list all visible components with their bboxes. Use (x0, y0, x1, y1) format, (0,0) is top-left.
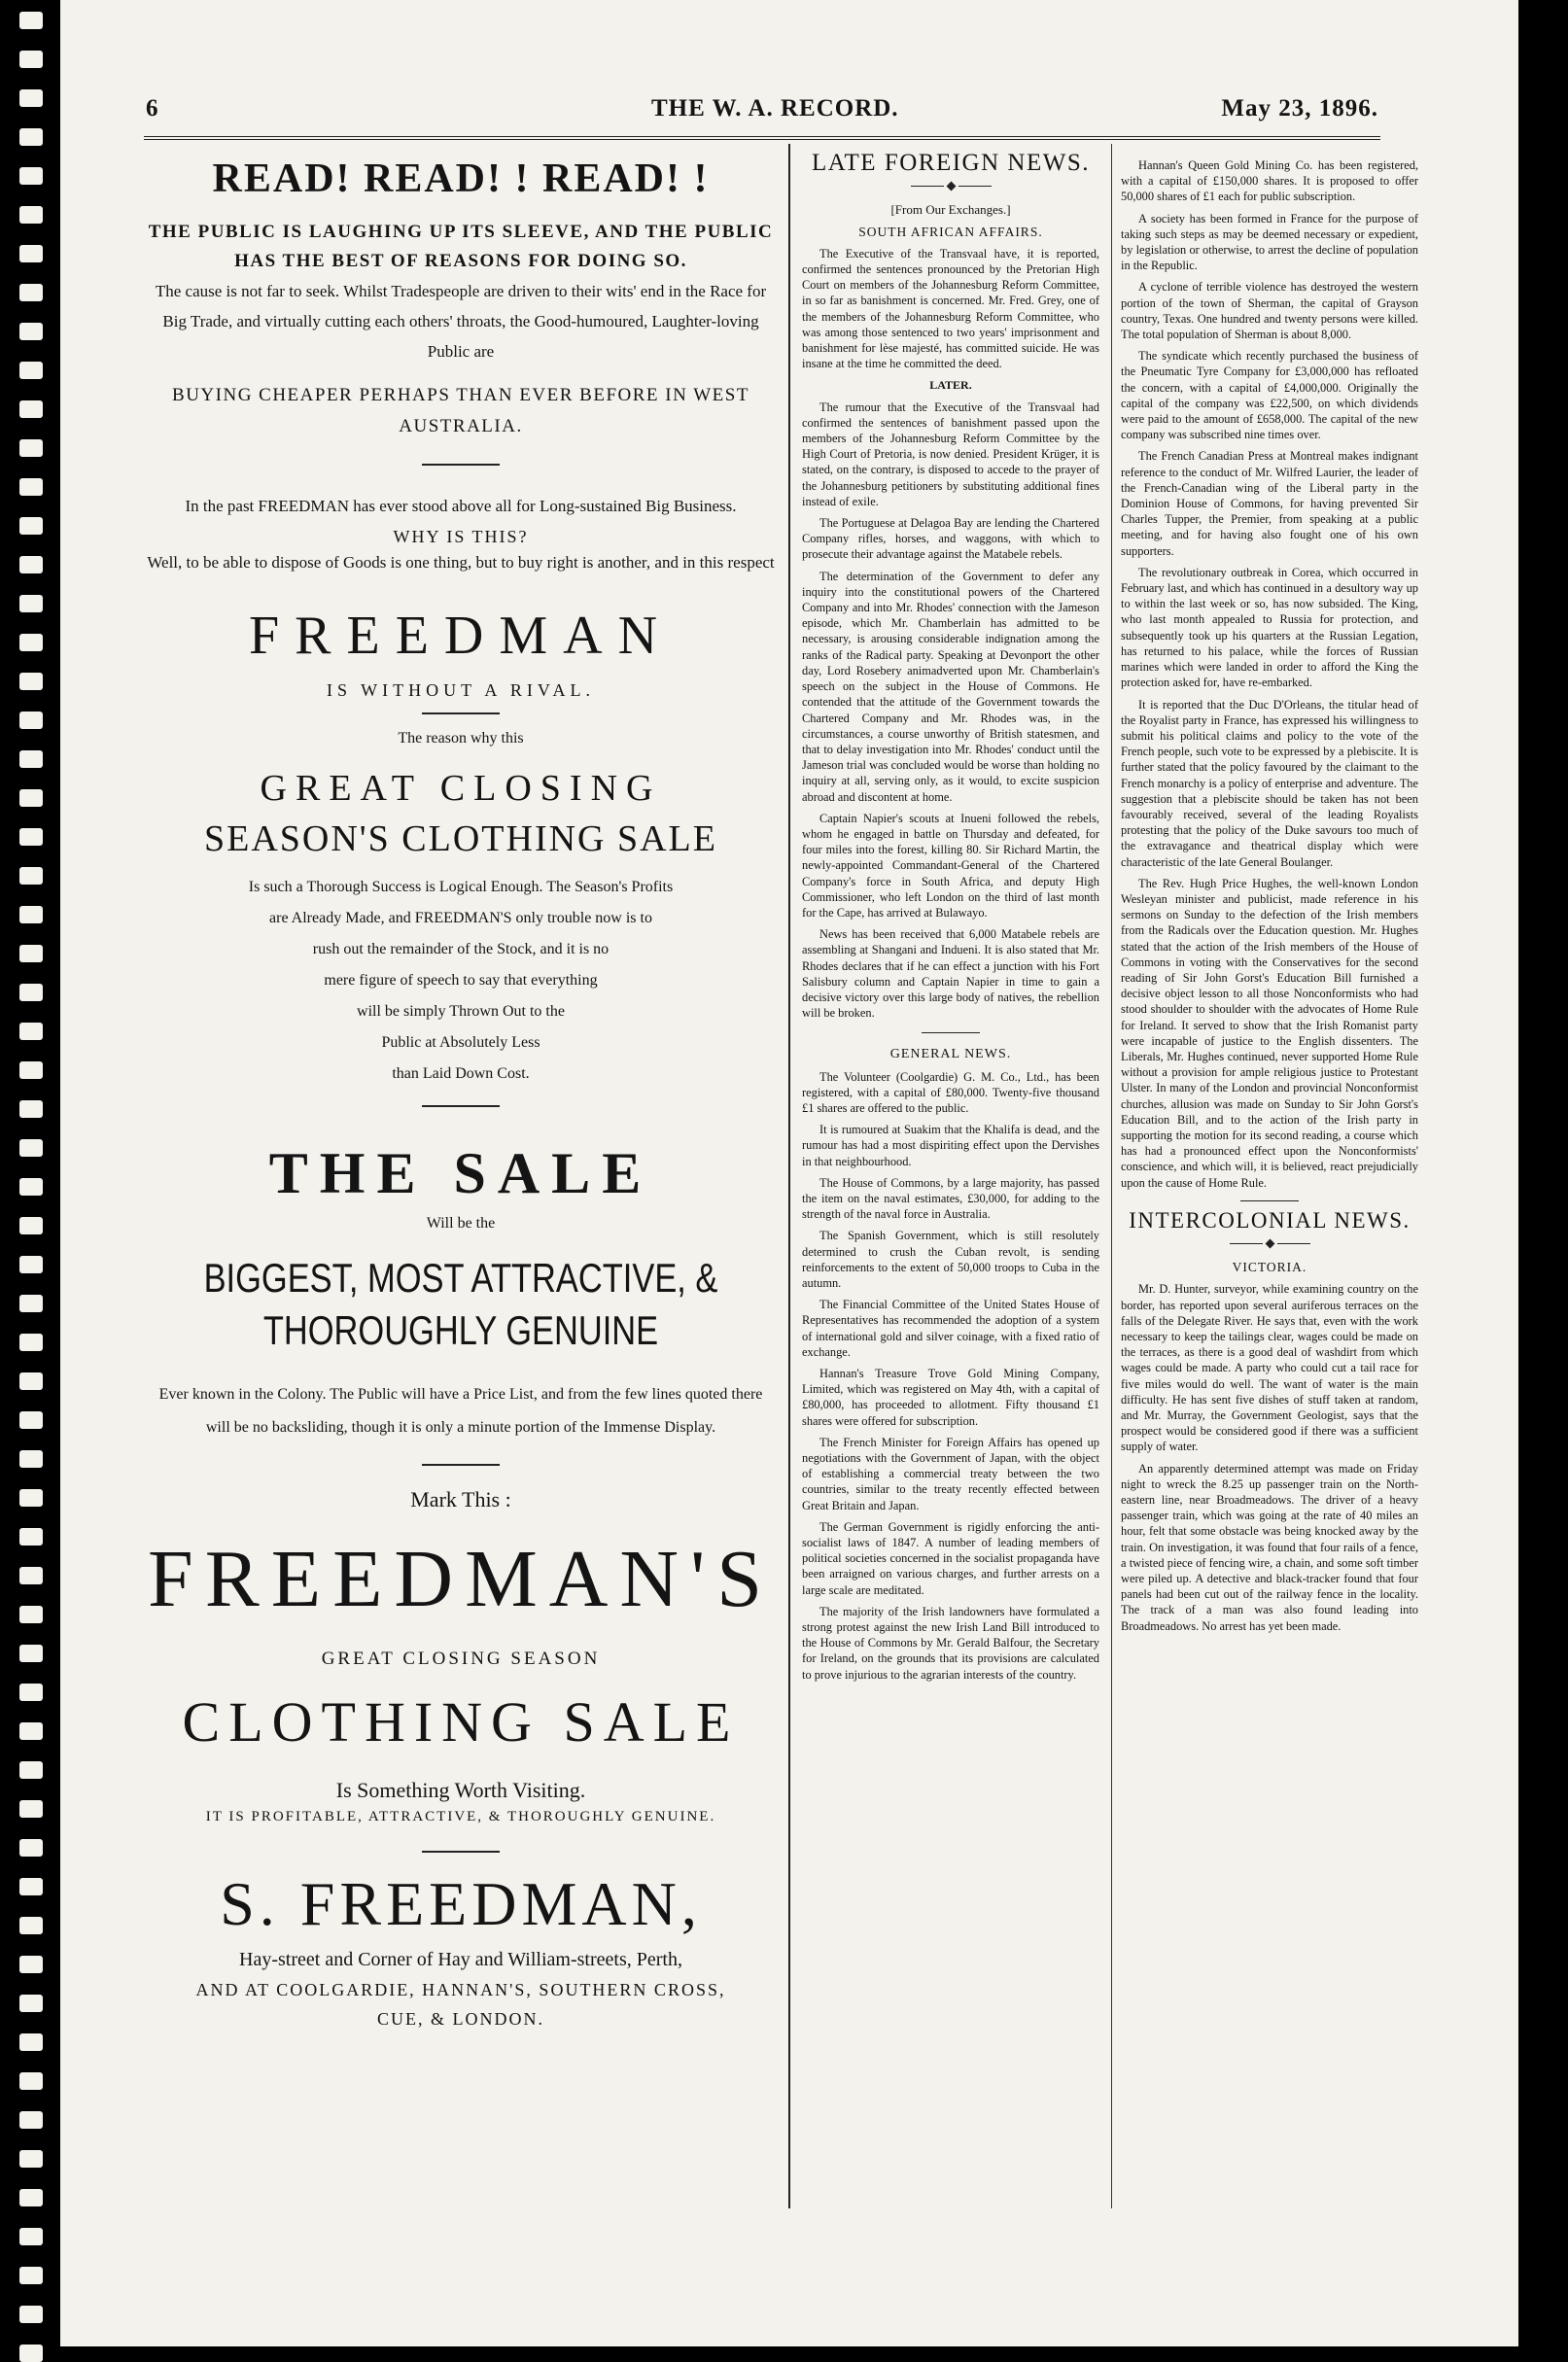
ad-address-line-1: Hay-street and Corner of Hay and William-streets, Perth, (239, 1949, 682, 1970)
ad-address-line-3: CUE, & LONDON. (377, 2009, 544, 2029)
sprocket-hole (19, 1645, 43, 1662)
sprocket-hole (19, 1878, 43, 1895)
sprocket-hole (19, 1567, 43, 1584)
general-news-heading: GENERAL NEWS. (889, 1047, 1012, 1062)
ad-success-line: Public at Absolutely Less (381, 1034, 540, 1051)
masthead (146, 95, 1378, 130)
ad-cause-text: The cause is not far to seek. Whilst Tradespeople are driven to their wits' end in the Race for Big Trade, and virtually cutting each others' throats, the Good-humoured, Laughter-loving Public are (155, 282, 767, 361)
news-paragraph: The Volunteer (Coolgardie) G. M. Co., Ltd., has been registered, with a capital of £80,000. Twenty-five thousand £1 shares are offered to the public. (802, 1069, 1099, 1115)
sprocket-hole (19, 673, 43, 690)
news-paragraph: Hannan's Queen Gold Mining Co. has been registered, with a capital of £150,000 shares. It is proposed to offer 50,000 shares of £1 each for public subscription. (1121, 158, 1418, 204)
sprocket-hole (19, 595, 43, 612)
sprocket-hole (19, 1256, 43, 1273)
victoria-heading: VICTORIA. (1232, 1260, 1307, 1275)
ad-profitable-text: IT IS PROFITABLE, ATTRACTIVE, & THOROUGHLY GENUINE. (205, 1809, 716, 1824)
ad-freedman-heading: FREEDMAN (248, 606, 674, 666)
ad-season-sale-heading: SEASON'S CLOTHING SALE (204, 818, 717, 859)
sprocket-hole (19, 2306, 43, 2323)
sprocket-hole (19, 2072, 43, 2090)
news-paragraph: A cyclone of terrible violence has destroyed the western portion of the town of Sherman, the capital of Grayson country, Texas. One hundred and twenty persons were killed. The total population of Sherman is about 8,000. (1121, 280, 1418, 342)
news-paragraph: News has been received that 6,000 Matabele rebels are assembling at Shangani and Indueni. It is also stated that Mr. Rhodes declares that if he can effect a junction with his Fort Salisbury column and Captain Napier in time to gain a decisive victory over this large body of natives, the rebellion will be broken. (802, 927, 1099, 1021)
news-paragraph: The rumour that the Executive of the Transvaal had confirmed the sentences of banishment passed upon the members of the Johannesburg Reform Committee by the High Court of Pretoria, is now denied. President Krüger, it is stated, on the contrary, is disposed to accede to the prayer of the Johannesburg petitioners by substituting additional fines instead of exile. (802, 399, 1099, 508)
sprocket-hole (19, 206, 43, 224)
sprocket-hole (19, 284, 43, 301)
column-rule (788, 144, 790, 2208)
news-paragraph: It is reported that the Duc D'Orleans, the titular head of the Royalist party in France, has expressed his willingness to submit his political claims and policy to the vote of the French people, such vote to be expressed by a plebiscite. It is further stated that the policy favoured by the claimant to the French monarchy is a policy of enterprise and adventure. The suggestion that a plebiscite should be taken has not been favourably received, several of the leading Royalists protesting that the policy of the Duke savours too much of the extravagance and theatrical display which were characteristic of the late General Boulanger. (1121, 697, 1418, 869)
ad-buying-text: BUYING CHEAPER PERHAPS THAN EVER BEFORE IN WEST AUSTRALIA. (172, 385, 749, 436)
news-paragraph: The French Canadian Press at Montreal makes indignant reference to the conduct of Mr. Wilfred Laurier, the leader of the French-Canadian wing of the Liberal party in the Dominion House of Commons, for having prevented Sir Charles Tupper, the Premier, from speaking at a public meeting, and for having also fought one of his own supporters. (1121, 449, 1418, 558)
header-rule (144, 136, 1380, 140)
ad-divider (422, 1851, 500, 1853)
sprocket-hole (19, 1372, 43, 1390)
ad-ever-known-text: Ever known in the Colony. The Public will have a Price List, and from the few lines quoted there will be no backsliding, though it is only a minute portion of the Immense Display. (158, 1386, 763, 1436)
sprocket-hole (19, 323, 43, 340)
ad-past-text: In the past FREEDMAN has ever stood above all for Long-sustained Big Business. (185, 497, 737, 515)
sprocket-hole (19, 828, 43, 846)
ornament-divider (1121, 1234, 1418, 1250)
column-rule (1111, 144, 1112, 2208)
section-divider (922, 1032, 980, 1033)
ad-why-heading: WHY IS THIS? (393, 527, 529, 546)
south-african-affairs-heading: SOUTH AFRICAN AFFAIRS. (858, 224, 1043, 239)
ornament-divider (802, 177, 1099, 192)
ad-read-headline: READ! READ! ! READ! ! (212, 156, 710, 201)
ad-s-freedman-heading: S. FREEDMAN, (220, 1869, 702, 1938)
ad-great-closing-heading: GREAT CLOSING (260, 768, 662, 809)
ad-biggest-line-2: THOROUGHLY GENUINE (262, 1307, 659, 1353)
ad-laughing-text: THE PUBLIC IS LAUGHING UP ITS SLEEVE, AND THE PUBLIC HAS THE BEST OF REASONS FOR DOING SO. (148, 222, 774, 271)
ad-the-sale-heading: THE SALE (268, 1141, 653, 1205)
sprocket-hole (19, 1450, 43, 1468)
news-paragraph: The Rev. Hugh Price Hughes, the well-known London Wesleyan minister and publicist, made reference in his sermons on Sunday to the defection of the Irish members from the Radicals over the Education question. Mr. Hughes stated that the action of the Irish members of the House of Commons in voting with the Conservatives for the second reading of Sir John Gorst's Education Bill furnished a decisive object lesson to all those Nonconformists who had stood shoulder to shoulder with the advocates of Home Rule for Ireland. It served to show that the Irish Romanist party were incapable of justice to the English dissenters. The Liberals, Mr. Hughes continued, never supported Home Rule without a provision for ample religious justice to Protestant Ulster. In many of the London and provincial Nonconformist churches, allusion was made on Sunday to Sir John Gorst's Education Bill, and to the action of the Irish party in supporting the motion for its second reading, a course which has had a pronounced effect upon the Nonconformists' conscience, and which will, it is believed, react prejudicially upon the cause of Home Rule. (1121, 876, 1418, 1190)
sprocket-hole (19, 1839, 43, 1857)
late-foreign-news-title: LATE FOREIGN NEWS. (811, 150, 1090, 176)
sprocket-hole (19, 1061, 43, 1079)
sprocket-hole (19, 1217, 43, 1234)
sprocket-hole (19, 51, 43, 68)
ad-divider (422, 712, 500, 714)
sprocket-hole (19, 789, 43, 807)
sprocket-hole (19, 1956, 43, 1973)
sprocket-hole (19, 517, 43, 535)
ad-divider (422, 464, 500, 466)
sprocket-hole (19, 1178, 43, 1196)
ad-rival-text: IS WITHOUT A RIVAL. (326, 680, 595, 700)
sprocket-hole (19, 1489, 43, 1507)
news-paragraph: The majority of the Irish landowners have formulated a strong protest against the new Irish Land Bill introduced to the House of Commons by Mr. Gerald Balfour, the Secretary for Ireland, on the grounds that its provisions are calculated to prove injurious to the agrarian interests of the country. (802, 1604, 1099, 1682)
news-paragraph: The Spanish Government, which is still resolutely determined to crush the Cuban revolt, is sending reinforcements to the extent of 50,000 troops to Cuba in the autumn. (802, 1229, 1099, 1290)
news-paragraph: The French Minister for Foreign Affairs has opened up negotiations with the Government of Japan, with the object of establishing a commercial treaty between the two countries, similar to the treaty recently effected between Great Britain and Japan. (802, 1435, 1099, 1512)
late-foreign-news-column (802, 150, 1099, 1688)
sprocket-hole (19, 634, 43, 651)
ad-mark-this: Mark This : (410, 1487, 511, 1511)
sprocket-hole (19, 556, 43, 573)
sprocket-hole (19, 906, 43, 923)
news-paragraph: Captain Napier's scouts at Inueni followed the rebels, whom he engaged in battle on Thursday and defeated, for four miles into the forest, killing 80. Sir Richard Martin, the newly-appointed Commandant-General of the Chartered Company's force in South Africa, and deputy High Commissioner, who left London on the third of last month for the Cape, has arrived at Bulawayo. (802, 811, 1099, 920)
sprocket-hole (19, 2150, 43, 2168)
ad-success-line: than Laid Down Cost. (392, 1065, 530, 1082)
ad-divider (422, 1464, 500, 1466)
sprocket-hole (19, 1411, 43, 1429)
freedman-advertisement (146, 152, 776, 2033)
film-sprocket-strip (19, 0, 47, 2346)
sprocket-hole (19, 1100, 43, 1118)
news-paragraph: The determination of the Government to defer any inquiry into the constitutional powers of the Chartered Company and into Mr. Rhodes' connection with the Jameson episode, which Mr. Chamberlain has admitted to be necessary, is arousing considerable indignation among the ranks of the Radical party. Speaking at Devonport the other day, Lord Rosebery animadverted upon Mr. Chamberlain's speech on the subject in the House of Commons. He contended that the attitude of the Government towards the Chartered Company and Mr. Rhodes was, in the circumstances, a course unworthy of British statesmen, and that to delay investigation into Mr. Rhodes' conduct until the Jameson trial was concluded would be worse than holding no inquiry at all, serving only, as it would, to excite suspicion abroad and discontent at home. (802, 569, 1099, 804)
sprocket-hole (19, 1684, 43, 1701)
sprocket-hole (19, 1917, 43, 1934)
sprocket-hole (19, 1334, 43, 1351)
ad-success-line: mere figure of speech to say that everything (324, 972, 598, 989)
news-paragraph: The Executive of the Transvaal have, it is reported, confirmed the sentences pronounced by the Pretorian High Court on members of the Johannesburg Reform Committee, in so far as banishment is concerned. Mr. Fred. Grey, one of the members of the Johannesburg Reform Committee, who was among those sentenced to two years' imprisonment and banishment for lèse majesté, has committed suicide. He was insane at the time he committed the deed. (802, 246, 1099, 371)
issue-date: May 23, 1896. (1221, 95, 1378, 122)
sprocket-hole (19, 478, 43, 496)
sprocket-hole (19, 1606, 43, 1623)
sprocket-hole (19, 1295, 43, 1312)
sprocket-hole (19, 1761, 43, 1779)
sprocket-hole (19, 2189, 43, 2206)
sprocket-hole (19, 2033, 43, 2051)
sprocket-hole (19, 1800, 43, 1818)
news-paragraph: The House of Commons, by a large majority, has passed the item on the naval estimates, £30,000, for adding to the strength of the naval force in Australia. (802, 1175, 1099, 1222)
sprocket-hole (19, 945, 43, 962)
ad-worth-visiting: Is Something Worth Visiting. (335, 1778, 586, 1802)
news-paragraph: The Financial Committee of the United States House of Representatives has recommended the adoption of a system of international gold and silver coinage, with a fixed ratio of exchange. (802, 1298, 1099, 1359)
ad-success-line: will be simply Thrown Out to the (357, 1003, 565, 1020)
ad-will-be-text: Will be the (426, 1215, 496, 1232)
section-divider (1240, 1200, 1299, 1201)
sprocket-hole (19, 1023, 43, 1040)
sprocket-hole (19, 89, 43, 107)
news-paragraph: A society has been formed in France for the purpose of taking such steps as may be deemed necessary or expedient, by legislation or otherwise, to arrest the decline of population in the Republic. (1121, 211, 1418, 273)
sprocket-hole (19, 2267, 43, 2284)
sprocket-hole (19, 1995, 43, 2012)
ad-biggest-line-1: BIGGEST, MOST ATTRACTIVE, & (203, 1255, 718, 1301)
news-paragraph: An apparently determined attempt was made on Friday night to wreck the 8.25 up passenger train on the North-eastern line, near Broadmeadows. The driver of a heavy passenger train, which was going at the rate of 40 miles an hour, felt that some obstacle was being knocked away by the train. On investigation, it was found that four rails of a fence, a twisted piece of fencing wire, a chain, and some soft timber were piled up. A detective and black-tracker found that four panels had been cut out of the railway fence in the locality. The track of a man was also found leading into Broadmeadows. No arrest has yet been made. (1121, 1461, 1418, 1633)
ad-divider (422, 1105, 500, 1107)
ad-success-line: rush out the remainder of the Stock, and it is no (312, 941, 610, 957)
sprocket-hole (19, 12, 43, 29)
ad-success-lines (146, 872, 776, 1090)
news-paragraph: The revolutionary outbreak in Corea, which occurred in February last, and which has continued in a desultory way up to within the last week or so, has now subsided. The King, who last month appealed to Russia for protection, and subsequently took up his quarters at the Russian Legation, has returned to his palace, while the forces of Russian marines which were landed in order to afford the King the protection asked for, have re-embarked. (1121, 565, 1418, 690)
sprocket-hole (19, 2345, 43, 2362)
sprocket-hole (19, 1722, 43, 1740)
sprocket-hole (19, 1139, 43, 1157)
page-number: 6 (146, 95, 159, 122)
sprocket-hole (19, 2228, 43, 2245)
sprocket-hole (19, 362, 43, 379)
ad-success-line: Is such a Thorough Success is Logical Enough. The Season's Profits (248, 879, 674, 895)
from-exchanges: [From Our Exchanges.] (890, 202, 1011, 218)
sprocket-hole (19, 400, 43, 418)
ad-reason-text: The reason why this (398, 730, 524, 747)
sprocket-hole (19, 984, 43, 1001)
sprocket-hole (19, 750, 43, 768)
sprocket-hole (19, 1528, 43, 1546)
news-paragraph: The German Government is rigidly enforcing the anti-socialist laws of 1847. A number of leading members of political societies concerned in the socialist propaganda have been arraigned on various charges, and further arrests on a large scale are meditated. (802, 1519, 1099, 1597)
sprocket-hole (19, 167, 43, 185)
ad-success-line: are Already Made, and FREEDMAN'S only trouble now is to (269, 910, 652, 926)
news-paragraph: It is rumoured at Suakim that the Khalifa is dead, and the rumour has had a most dispiriting effect upon the Dervishes in that neighbourhood. (802, 1123, 1099, 1168)
sprocket-hole (19, 712, 43, 729)
general-news-continued-column (1121, 157, 1418, 1640)
ad-clothing-sale-heading: CLOTHING SALE (182, 1690, 740, 1754)
news-paragraph: The Portuguese at Delagoa Bay are lending the Chartered Company rifles, horses, and waggons, with which to prosecute their advantage against the Matabele rebels. (802, 516, 1099, 562)
ad-address-line-2: AND AT COOLGARDIE, HANNAN'S, SOUTHERN CROSS, (195, 1980, 726, 1999)
sprocket-hole (19, 245, 43, 262)
later-marker: LATER. (929, 378, 972, 393)
ad-freedmans-heading: FREEDMAN'S (148, 1534, 774, 1624)
sprocket-hole (19, 867, 43, 885)
news-paragraph: The syndicate which recently purchased the business of the Pneumatic Tyre Company for £3,000,000 has refloated the concern, with a capital of £4,000,000. Originally the capital of the company was £22,500, on which dividends were paid to the amount of £658,000. The capital of the new company was subscribed nine times over. (1121, 349, 1418, 442)
sprocket-hole (19, 128, 43, 146)
ad-well-text: Well, to be able to dispose of Goods is one thing, but to buy right is another, and in this respect (147, 553, 775, 572)
intercolonial-news-title: INTERCOLONIAL NEWS. (1129, 1207, 1411, 1233)
sprocket-hole (19, 439, 43, 457)
news-paragraph: Mr. D. Hunter, surveyor, while examining country on the border, has reported upon several auriferous terraces on the falls of the Delegate River. He says that, even with the work necessary to keep the tailings clear, wages could be made on the terraces, as there is a good deal of washdirt from which wages could be made. A party who could cut a tail race for five miles would do well. The want of water is the main difficulty. He has sent five dishes of stuff taken at random, and Mr. Murray, the Government Geologist, says that the prospect would be considered good if there was a sufficient supply of water. (1121, 1282, 1418, 1454)
ad-great-closing-season: GREAT CLOSING SEASON (321, 1649, 601, 1669)
news-paragraph: Hannan's Treasure Trove Gold Mining Company, Limited, which was registered on May 4th, with a capital of £80,000, has proceeded to allotment. Fifty thousand £1 shares were offered for subscription. (802, 1367, 1099, 1428)
paper-title: THE W. A. RECORD. (651, 95, 899, 122)
sprocket-hole (19, 2111, 43, 2129)
